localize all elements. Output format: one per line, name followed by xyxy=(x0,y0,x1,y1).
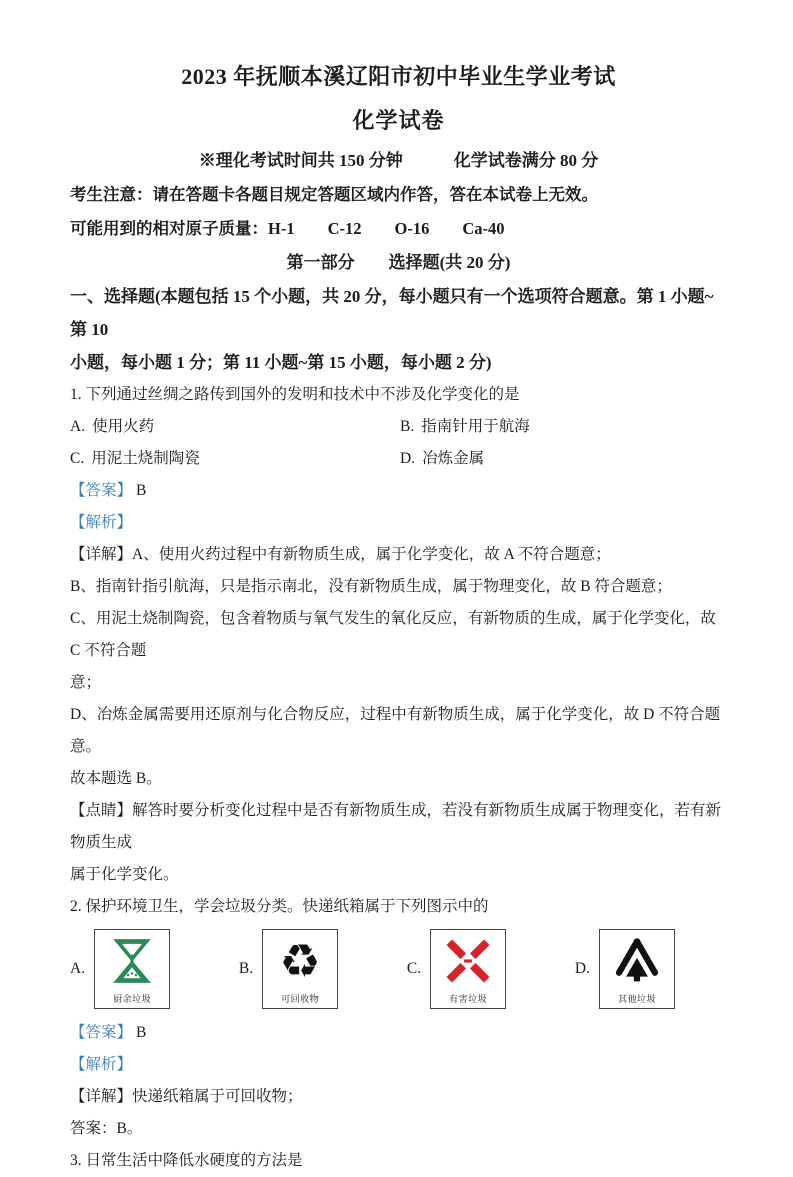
candidate-notice: 考生注意：请在答题卡各题目规定答题区域内作答，答在本试卷上无效。 xyxy=(70,185,598,204)
question-1-option-b xyxy=(400,411,530,443)
explanation-text-line: 意； xyxy=(70,674,102,691)
question-1-stem: 1. 下列通过丝绸之路传到国外的发明和技术中不涉及化学变化的是 xyxy=(70,386,520,403)
question-1-explanation xyxy=(70,539,727,891)
explanation-text-line: 【点睛】解答时要分析变化过程中是否有新物质生成，若没有新物质生成属于物理变化，若有新物质生成 xyxy=(70,802,722,851)
option-label: D. xyxy=(400,450,416,467)
question-2-option-b xyxy=(239,929,338,1009)
question-1-option-d xyxy=(400,443,484,475)
option-label: C. xyxy=(70,450,85,467)
section-heading-line: 小题，每小题 1 分；第 11 小题~第 15 小题，每小题 2 分) xyxy=(70,353,492,372)
kitchen-waste-icon xyxy=(95,930,169,992)
analysis-tag: 【解析】 xyxy=(70,514,133,531)
option-text: 指南针用于航海 xyxy=(421,418,530,435)
question-1-options-row-1 xyxy=(70,411,727,443)
page-subtitle: 化学试卷 xyxy=(352,108,445,133)
question-2-stem: 2. 保护环境卫生，学会垃圾分类。快递纸箱属于下列图示中的 xyxy=(70,898,489,915)
hazardous-waste-icon xyxy=(431,930,505,992)
part-one-heading: 第一部分 选择题(共 20 分) xyxy=(286,253,511,272)
waste-sign-box xyxy=(430,929,506,1009)
question-2-option-a xyxy=(70,929,170,1009)
question-2-option-c xyxy=(407,929,506,1009)
option-label: B. xyxy=(400,418,415,435)
question-3-stem: 3. 日常生活中降低水硬度的方法是 xyxy=(70,1152,303,1169)
waste-sign-caption: 厨余垃圾 xyxy=(113,994,152,1004)
question-2-answer-line xyxy=(70,1017,727,1049)
answer-value: B xyxy=(136,1024,147,1041)
question-1-options-row-2 xyxy=(70,443,727,475)
explanation-text-line: C、用泥土烧制陶瓷，包含着物质与氧气发生的氧化反应，有新物质的生成，属于化学变化，故 C 不符合题 xyxy=(70,610,716,659)
exam-info: ※理化考试时间共 150 分钟 化学试卷满分 80 分 xyxy=(198,151,599,170)
waste-sign-box xyxy=(94,929,170,1009)
answer-value: B xyxy=(136,482,147,499)
question-2-icon-options xyxy=(70,923,727,1017)
waste-sign-box xyxy=(262,929,338,1009)
recyclable-icon: ♻ xyxy=(279,934,321,988)
question-1-analysis-line xyxy=(70,507,727,539)
explanation-text-line: 【详解】A、使用火药过程中有新物质生成，属于化学变化，故 A 不符合题意； xyxy=(70,546,611,563)
waste-sign-caption: 有害垃圾 xyxy=(449,994,488,1004)
question-2-analysis-line xyxy=(70,1049,727,1081)
question-2-conclusion: 答案：B。 xyxy=(70,1120,143,1137)
waste-sign-caption: 其他垃圾 xyxy=(617,994,656,1004)
explanation-text-line: B、指南针指引航海，只是指示南北，没有新物质生成，属于物理变化，故 B 符合题意； xyxy=(70,578,672,595)
option-text: 用泥土烧制陶瓷 xyxy=(91,450,200,467)
answer-tag: 【答案】 xyxy=(70,1024,133,1041)
option-label: A. xyxy=(70,960,86,977)
section-heading-line: 一、选择题(本题包括 15 个小题，共 20 分，每小题只有一个选项符合题意。第 1 小题~第 10 xyxy=(70,287,714,339)
explanation-text-line: D、冶炼金属需要用还原剂与化合物反应，过程中有新物质生成，属于化学变化，故 D 不符合题意。 xyxy=(70,706,721,755)
waste-sign-caption: 可回收物 xyxy=(281,994,320,1004)
question-1-option-c xyxy=(70,443,400,475)
atomic-masses: 可能用到的相对原子质量：H-1 C-12 O-16 Ca-40 xyxy=(70,219,505,238)
question-2-option-d xyxy=(575,929,675,1009)
question-2-explanation: 【详解】快递纸箱属于可回收物； xyxy=(70,1088,303,1105)
option-label: D. xyxy=(574,960,590,977)
waste-sign-box xyxy=(599,929,675,1009)
explanation-text-line: 属于化学变化。 xyxy=(70,866,179,883)
option-label: C. xyxy=(406,960,422,977)
question-1-answer-line xyxy=(70,475,727,507)
option-text: 冶炼金属 xyxy=(422,450,485,467)
page-title: 2023 年抚顺本溪辽阳市初中毕业生学业考试 xyxy=(181,64,616,89)
analysis-tag: 【解析】 xyxy=(70,1056,133,1073)
answer-tag: 【答案】 xyxy=(70,482,133,499)
option-label: A. xyxy=(70,418,86,435)
option-label: B. xyxy=(238,960,254,977)
explanation-text-line: 故本题选 B。 xyxy=(70,770,162,787)
other-waste-icon xyxy=(600,930,674,992)
option-text: 使用火药 xyxy=(92,418,155,435)
question-1-option-a xyxy=(70,411,400,443)
